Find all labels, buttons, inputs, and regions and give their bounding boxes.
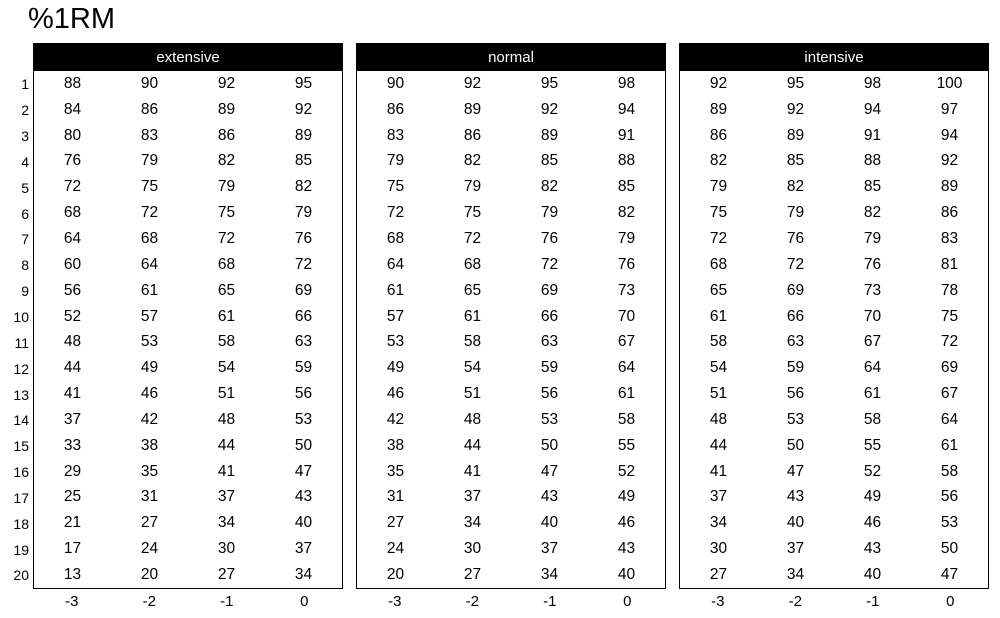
table-cell: 68 xyxy=(463,255,482,273)
table-cell: 86 xyxy=(709,126,728,144)
table-cell: 75 xyxy=(940,307,959,325)
table-cell: 79 xyxy=(386,152,405,170)
table-cell: 27 xyxy=(709,565,728,583)
table-cell: 53 xyxy=(140,333,159,351)
table-cell: 53 xyxy=(294,410,313,428)
table-cell: 72 xyxy=(940,333,959,351)
table-cell: 91 xyxy=(617,126,636,144)
table-cell: 42 xyxy=(386,410,405,428)
table-cell: 89 xyxy=(786,126,805,144)
table-cell: 27 xyxy=(386,514,405,532)
table-cell: 72 xyxy=(217,229,236,247)
table-cell: 79 xyxy=(709,178,728,196)
table-cell: 72 xyxy=(786,255,805,273)
table-cell: 80 xyxy=(63,126,82,144)
table-cell: 33 xyxy=(63,436,82,454)
table-cell: 51 xyxy=(217,385,236,403)
table-cell: 94 xyxy=(617,100,636,118)
table-cell: 95 xyxy=(540,74,559,92)
table-cell: 67 xyxy=(940,385,959,403)
table-cell: 61 xyxy=(386,281,405,299)
table-cell: 76 xyxy=(863,255,882,273)
table-cell: 54 xyxy=(463,359,482,377)
table-cell: 50 xyxy=(294,436,313,454)
table-cell: 47 xyxy=(540,462,559,480)
row-number-column xyxy=(0,43,33,588)
table-cell: 61 xyxy=(617,385,636,403)
table-cell: 34 xyxy=(540,565,559,583)
table-cell: 56 xyxy=(940,488,959,506)
row-number: 11 xyxy=(14,334,29,351)
table-cell: 27 xyxy=(217,565,236,583)
table-cell: 90 xyxy=(386,74,405,92)
row-number: 9 xyxy=(21,283,29,300)
table-cell: 92 xyxy=(709,74,728,92)
column-label: -3 xyxy=(711,592,725,610)
table-cell: 30 xyxy=(463,540,482,558)
table-body-normal xyxy=(357,71,665,588)
table-cell: 54 xyxy=(709,359,728,377)
table-cell: 69 xyxy=(940,359,959,377)
table-cell: 63 xyxy=(294,333,313,351)
table-cell: 65 xyxy=(217,281,236,299)
table-cell: 58 xyxy=(217,333,236,351)
table-cell: 34 xyxy=(217,514,236,532)
table-cell: 67 xyxy=(863,333,882,351)
table-cell: 64 xyxy=(386,255,405,273)
table-cell: 79 xyxy=(786,204,805,222)
table-cell: 98 xyxy=(617,74,636,92)
row-number: 8 xyxy=(21,257,29,274)
table-cell: 82 xyxy=(786,178,805,196)
column-label: -2 xyxy=(142,592,156,610)
table-cell: 63 xyxy=(540,333,559,351)
table-cell: 61 xyxy=(709,307,728,325)
table-cell: 85 xyxy=(294,152,313,170)
table-cell: 27 xyxy=(463,565,482,583)
row-number: 4 xyxy=(21,153,29,170)
table-cell: 68 xyxy=(140,229,159,247)
table-cell: 76 xyxy=(540,229,559,247)
table-cell: 25 xyxy=(63,488,82,506)
table-cell: 44 xyxy=(63,359,82,377)
row-number: 16 xyxy=(13,464,29,481)
table-cell: 17 xyxy=(63,540,82,558)
table-cell: 54 xyxy=(217,359,236,377)
row-number: 20 xyxy=(13,567,29,584)
table-cell: 66 xyxy=(294,307,313,325)
table-cell: 58 xyxy=(863,410,882,428)
table-cell: 88 xyxy=(617,152,636,170)
table-cell: 41 xyxy=(63,385,82,403)
table-cell: 43 xyxy=(786,488,805,506)
table-cell: 82 xyxy=(709,152,728,170)
table-cell: 79 xyxy=(617,229,636,247)
table-cell: 46 xyxy=(617,514,636,532)
row-number: 2 xyxy=(21,102,29,119)
table-cell: 86 xyxy=(463,126,482,144)
table-cell: 82 xyxy=(863,204,882,222)
table-cell: 64 xyxy=(63,229,82,247)
table-frame-extensive xyxy=(33,43,343,589)
table-cell: 72 xyxy=(386,204,405,222)
column-label: -2 xyxy=(788,592,802,610)
table-cell: 72 xyxy=(540,255,559,273)
page-title: %1RM xyxy=(28,3,116,35)
table-cell: 35 xyxy=(140,462,159,480)
table-extensive xyxy=(33,43,343,610)
table-cell: 90 xyxy=(140,74,159,92)
table-cell: 95 xyxy=(786,74,805,92)
table-cell: 20 xyxy=(386,565,405,583)
table-cell: 34 xyxy=(294,565,313,583)
table-cell: 51 xyxy=(463,385,482,403)
table-cell: 58 xyxy=(709,333,728,351)
table-header-normal: normal xyxy=(357,44,665,71)
row-number: 17 xyxy=(13,489,29,506)
column-label: -1 xyxy=(220,592,234,610)
table-cell: 58 xyxy=(463,333,482,351)
table-cell: 57 xyxy=(386,307,405,325)
table-cell: 61 xyxy=(863,385,882,403)
table-cell: 52 xyxy=(63,307,82,325)
table-cell: 82 xyxy=(217,152,236,170)
table-cell: 47 xyxy=(940,565,959,583)
table-cell: 84 xyxy=(63,100,82,118)
table-cell: 92 xyxy=(940,152,959,170)
table-cell: 41 xyxy=(217,462,236,480)
table-cell: 70 xyxy=(863,307,882,325)
table-cell: 92 xyxy=(540,100,559,118)
table-cell: 48 xyxy=(217,410,236,428)
table-cell: 52 xyxy=(863,462,882,480)
table-cell: 53 xyxy=(540,410,559,428)
table-cell: 57 xyxy=(140,307,159,325)
table-cell: 37 xyxy=(709,488,728,506)
table-cell: 72 xyxy=(463,229,482,247)
table-cell: 63 xyxy=(786,333,805,351)
table-cell: 50 xyxy=(786,436,805,454)
table-cell: 53 xyxy=(786,410,805,428)
table-cell: 38 xyxy=(140,436,159,454)
table-cell: 75 xyxy=(463,204,482,222)
table-cell: 86 xyxy=(386,100,405,118)
row-number: 12 xyxy=(13,360,29,377)
row-number: 6 xyxy=(21,205,29,222)
column-label: -1 xyxy=(543,592,557,610)
table-cell: 55 xyxy=(617,436,636,454)
table-cell: 78 xyxy=(940,281,959,299)
table-cell: 56 xyxy=(63,281,82,299)
table-cell: 48 xyxy=(63,333,82,351)
table-cell: 94 xyxy=(940,126,959,144)
table-frame-intensive xyxy=(679,43,989,589)
table-cell: 82 xyxy=(617,204,636,222)
table-cell: 59 xyxy=(294,359,313,377)
table-cell: 31 xyxy=(140,488,159,506)
column-label: -3 xyxy=(388,592,402,610)
table-cell: 37 xyxy=(786,540,805,558)
table-cell: 69 xyxy=(540,281,559,299)
table-body-extensive xyxy=(34,71,342,588)
table-cell: 68 xyxy=(63,204,82,222)
table-cell: 61 xyxy=(940,436,959,454)
row-number: 19 xyxy=(13,541,29,558)
table-intensive xyxy=(679,43,989,610)
table-cell: 34 xyxy=(463,514,482,532)
table-cell: 92 xyxy=(294,100,313,118)
table-cell: 37 xyxy=(540,540,559,558)
row-number: 18 xyxy=(13,515,29,532)
table-cell: 52 xyxy=(617,462,636,480)
table-cell: 65 xyxy=(463,281,482,299)
table-cell: 64 xyxy=(940,410,959,428)
table-cell: 82 xyxy=(463,152,482,170)
table-cell: 83 xyxy=(940,229,959,247)
table-cell: 82 xyxy=(294,178,313,196)
row-number: 7 xyxy=(21,231,29,248)
table-cell: 56 xyxy=(540,385,559,403)
table-cell: 46 xyxy=(863,514,882,532)
row-number: 5 xyxy=(21,179,29,196)
table-cell: 40 xyxy=(540,514,559,532)
table-cell: 53 xyxy=(940,514,959,532)
table-cell: 58 xyxy=(940,462,959,480)
table-cell: 48 xyxy=(463,410,482,428)
table-cell: 88 xyxy=(863,152,882,170)
table-cell: 37 xyxy=(463,488,482,506)
table-cell: 13 xyxy=(63,565,82,583)
table-cell: 69 xyxy=(786,281,805,299)
table-cell: 29 xyxy=(63,462,82,480)
table-cell: 30 xyxy=(217,540,236,558)
table-body-intensive xyxy=(680,71,988,588)
table-cell: 100 xyxy=(936,74,963,92)
table-cell: 79 xyxy=(140,152,159,170)
table-cell: 89 xyxy=(540,126,559,144)
table-cell: 43 xyxy=(617,540,636,558)
table-cell: 59 xyxy=(540,359,559,377)
table-cell: 49 xyxy=(386,359,405,377)
table-cell: 40 xyxy=(863,565,882,583)
table-cell: 43 xyxy=(863,540,882,558)
table-cell: 72 xyxy=(63,178,82,196)
table-cell: 44 xyxy=(217,436,236,454)
table-cell: 44 xyxy=(709,436,728,454)
table-cell: 89 xyxy=(294,126,313,144)
table-cell: 41 xyxy=(709,462,728,480)
table-cell: 76 xyxy=(63,152,82,170)
table-cell: 85 xyxy=(786,152,805,170)
table-cell: 79 xyxy=(217,178,236,196)
column-label: 0 xyxy=(946,592,955,610)
table-cell: 75 xyxy=(217,204,236,222)
table-cell: 92 xyxy=(463,74,482,92)
table-cell: 86 xyxy=(217,126,236,144)
table-cell: 91 xyxy=(863,126,882,144)
table-cell: 75 xyxy=(140,178,159,196)
table-cell: 51 xyxy=(709,385,728,403)
table-cell: 40 xyxy=(786,514,805,532)
table-cell: 75 xyxy=(386,178,405,196)
table-cell: 61 xyxy=(217,307,236,325)
table-cell: 85 xyxy=(863,178,882,196)
table-cell: 64 xyxy=(140,255,159,273)
column-labels-intensive xyxy=(679,593,989,610)
table-cell: 43 xyxy=(540,488,559,506)
table-cell: 46 xyxy=(140,385,159,403)
table-cell: 68 xyxy=(217,255,236,273)
table-cell: 72 xyxy=(709,229,728,247)
table-cell: 20 xyxy=(140,565,159,583)
table-cell: 89 xyxy=(217,100,236,118)
table-cell: 40 xyxy=(294,514,313,532)
row-number: 15 xyxy=(13,438,29,455)
table-cell: 46 xyxy=(386,385,405,403)
table-cell: 94 xyxy=(863,100,882,118)
table-cell: 24 xyxy=(386,540,405,558)
table-cell: 95 xyxy=(294,74,313,92)
table-cell: 40 xyxy=(617,565,636,583)
table-cell: 60 xyxy=(63,255,82,273)
table-cell: 49 xyxy=(863,488,882,506)
column-label: 0 xyxy=(300,592,309,610)
table-cell: 83 xyxy=(140,126,159,144)
table-cell: 72 xyxy=(294,255,313,273)
table-cell: 53 xyxy=(386,333,405,351)
column-label: 0 xyxy=(623,592,632,610)
table-cell: 88 xyxy=(63,74,82,92)
table-cell: 89 xyxy=(940,178,959,196)
table-cell: 50 xyxy=(540,436,559,454)
table-cell: 38 xyxy=(386,436,405,454)
table-cell: 42 xyxy=(140,410,159,428)
table-cell: 89 xyxy=(709,100,728,118)
table-cell: 79 xyxy=(463,178,482,196)
column-labels-extensive xyxy=(33,593,343,610)
table-cell: 86 xyxy=(940,204,959,222)
table-cell: 79 xyxy=(863,229,882,247)
table-cell: 79 xyxy=(294,204,313,222)
table-cell: 58 xyxy=(617,410,636,428)
table-cell: 55 xyxy=(863,436,882,454)
table-cell: 76 xyxy=(786,229,805,247)
table-cell: 44 xyxy=(463,436,482,454)
table-cell: 97 xyxy=(940,100,959,118)
table-cell: 43 xyxy=(294,488,313,506)
table-cell: 92 xyxy=(217,74,236,92)
tables-layout xyxy=(0,43,989,610)
row-number: 3 xyxy=(21,128,29,145)
table-cell: 86 xyxy=(140,100,159,118)
row-number: 10 xyxy=(13,309,29,326)
table-cell: 69 xyxy=(294,281,313,299)
table-cell: 56 xyxy=(294,385,313,403)
table-cell: 37 xyxy=(294,540,313,558)
table-cell: 92 xyxy=(786,100,805,118)
table-cell: 27 xyxy=(140,514,159,532)
table-cell: 73 xyxy=(617,281,636,299)
table-cell: 65 xyxy=(709,281,728,299)
row-number: 14 xyxy=(13,412,29,429)
column-label: -2 xyxy=(465,592,479,610)
table-cell: 89 xyxy=(463,100,482,118)
row-number: 13 xyxy=(13,386,29,403)
table-cell: 50 xyxy=(940,540,959,558)
table-cell: 59 xyxy=(786,359,805,377)
table-cell: 64 xyxy=(863,359,882,377)
table-header-intensive: intensive xyxy=(680,44,988,71)
table-cell: 47 xyxy=(786,462,805,480)
table-cell: 70 xyxy=(617,307,636,325)
table-cell: 81 xyxy=(940,255,959,273)
table-cell: 47 xyxy=(294,462,313,480)
table-frame-normal xyxy=(356,43,666,589)
table-cell: 72 xyxy=(140,204,159,222)
table-cell: 37 xyxy=(63,410,82,428)
table-cell: 35 xyxy=(386,462,405,480)
table-cell: 68 xyxy=(709,255,728,273)
table-cell: 49 xyxy=(140,359,159,377)
table-cell: 83 xyxy=(386,126,405,144)
table-cell: 76 xyxy=(294,229,313,247)
table-cell: 76 xyxy=(617,255,636,273)
table-header-extensive: extensive xyxy=(34,44,342,71)
row-number: 1 xyxy=(21,76,29,93)
table-cell: 37 xyxy=(217,488,236,506)
table-cell: 49 xyxy=(617,488,636,506)
table-cell: 61 xyxy=(140,281,159,299)
table-cell: 34 xyxy=(786,565,805,583)
table-cell: 75 xyxy=(709,204,728,222)
table-cell: 79 xyxy=(540,204,559,222)
table-cell: 30 xyxy=(709,540,728,558)
table-normal xyxy=(356,43,666,610)
table-cell: 85 xyxy=(540,152,559,170)
table-cell: 21 xyxy=(63,514,82,532)
table-cell: 85 xyxy=(617,178,636,196)
table-cell: 31 xyxy=(386,488,405,506)
table-cell: 41 xyxy=(463,462,482,480)
column-label: -1 xyxy=(866,592,880,610)
column-labels-normal xyxy=(356,593,666,610)
table-cell: 82 xyxy=(540,178,559,196)
table-cell: 67 xyxy=(617,333,636,351)
column-label: -3 xyxy=(65,592,79,610)
table-cell: 24 xyxy=(140,540,159,558)
table-cell: 68 xyxy=(386,229,405,247)
table-cell: 64 xyxy=(617,359,636,377)
table-cell: 66 xyxy=(540,307,559,325)
table-cell: 34 xyxy=(709,514,728,532)
table-cell: 48 xyxy=(709,410,728,428)
table-cell: 61 xyxy=(463,307,482,325)
table-cell: 73 xyxy=(863,281,882,299)
table-cell: 56 xyxy=(786,385,805,403)
tables-row xyxy=(33,43,989,610)
table-cell: 98 xyxy=(863,74,882,92)
table-cell: 66 xyxy=(786,307,805,325)
